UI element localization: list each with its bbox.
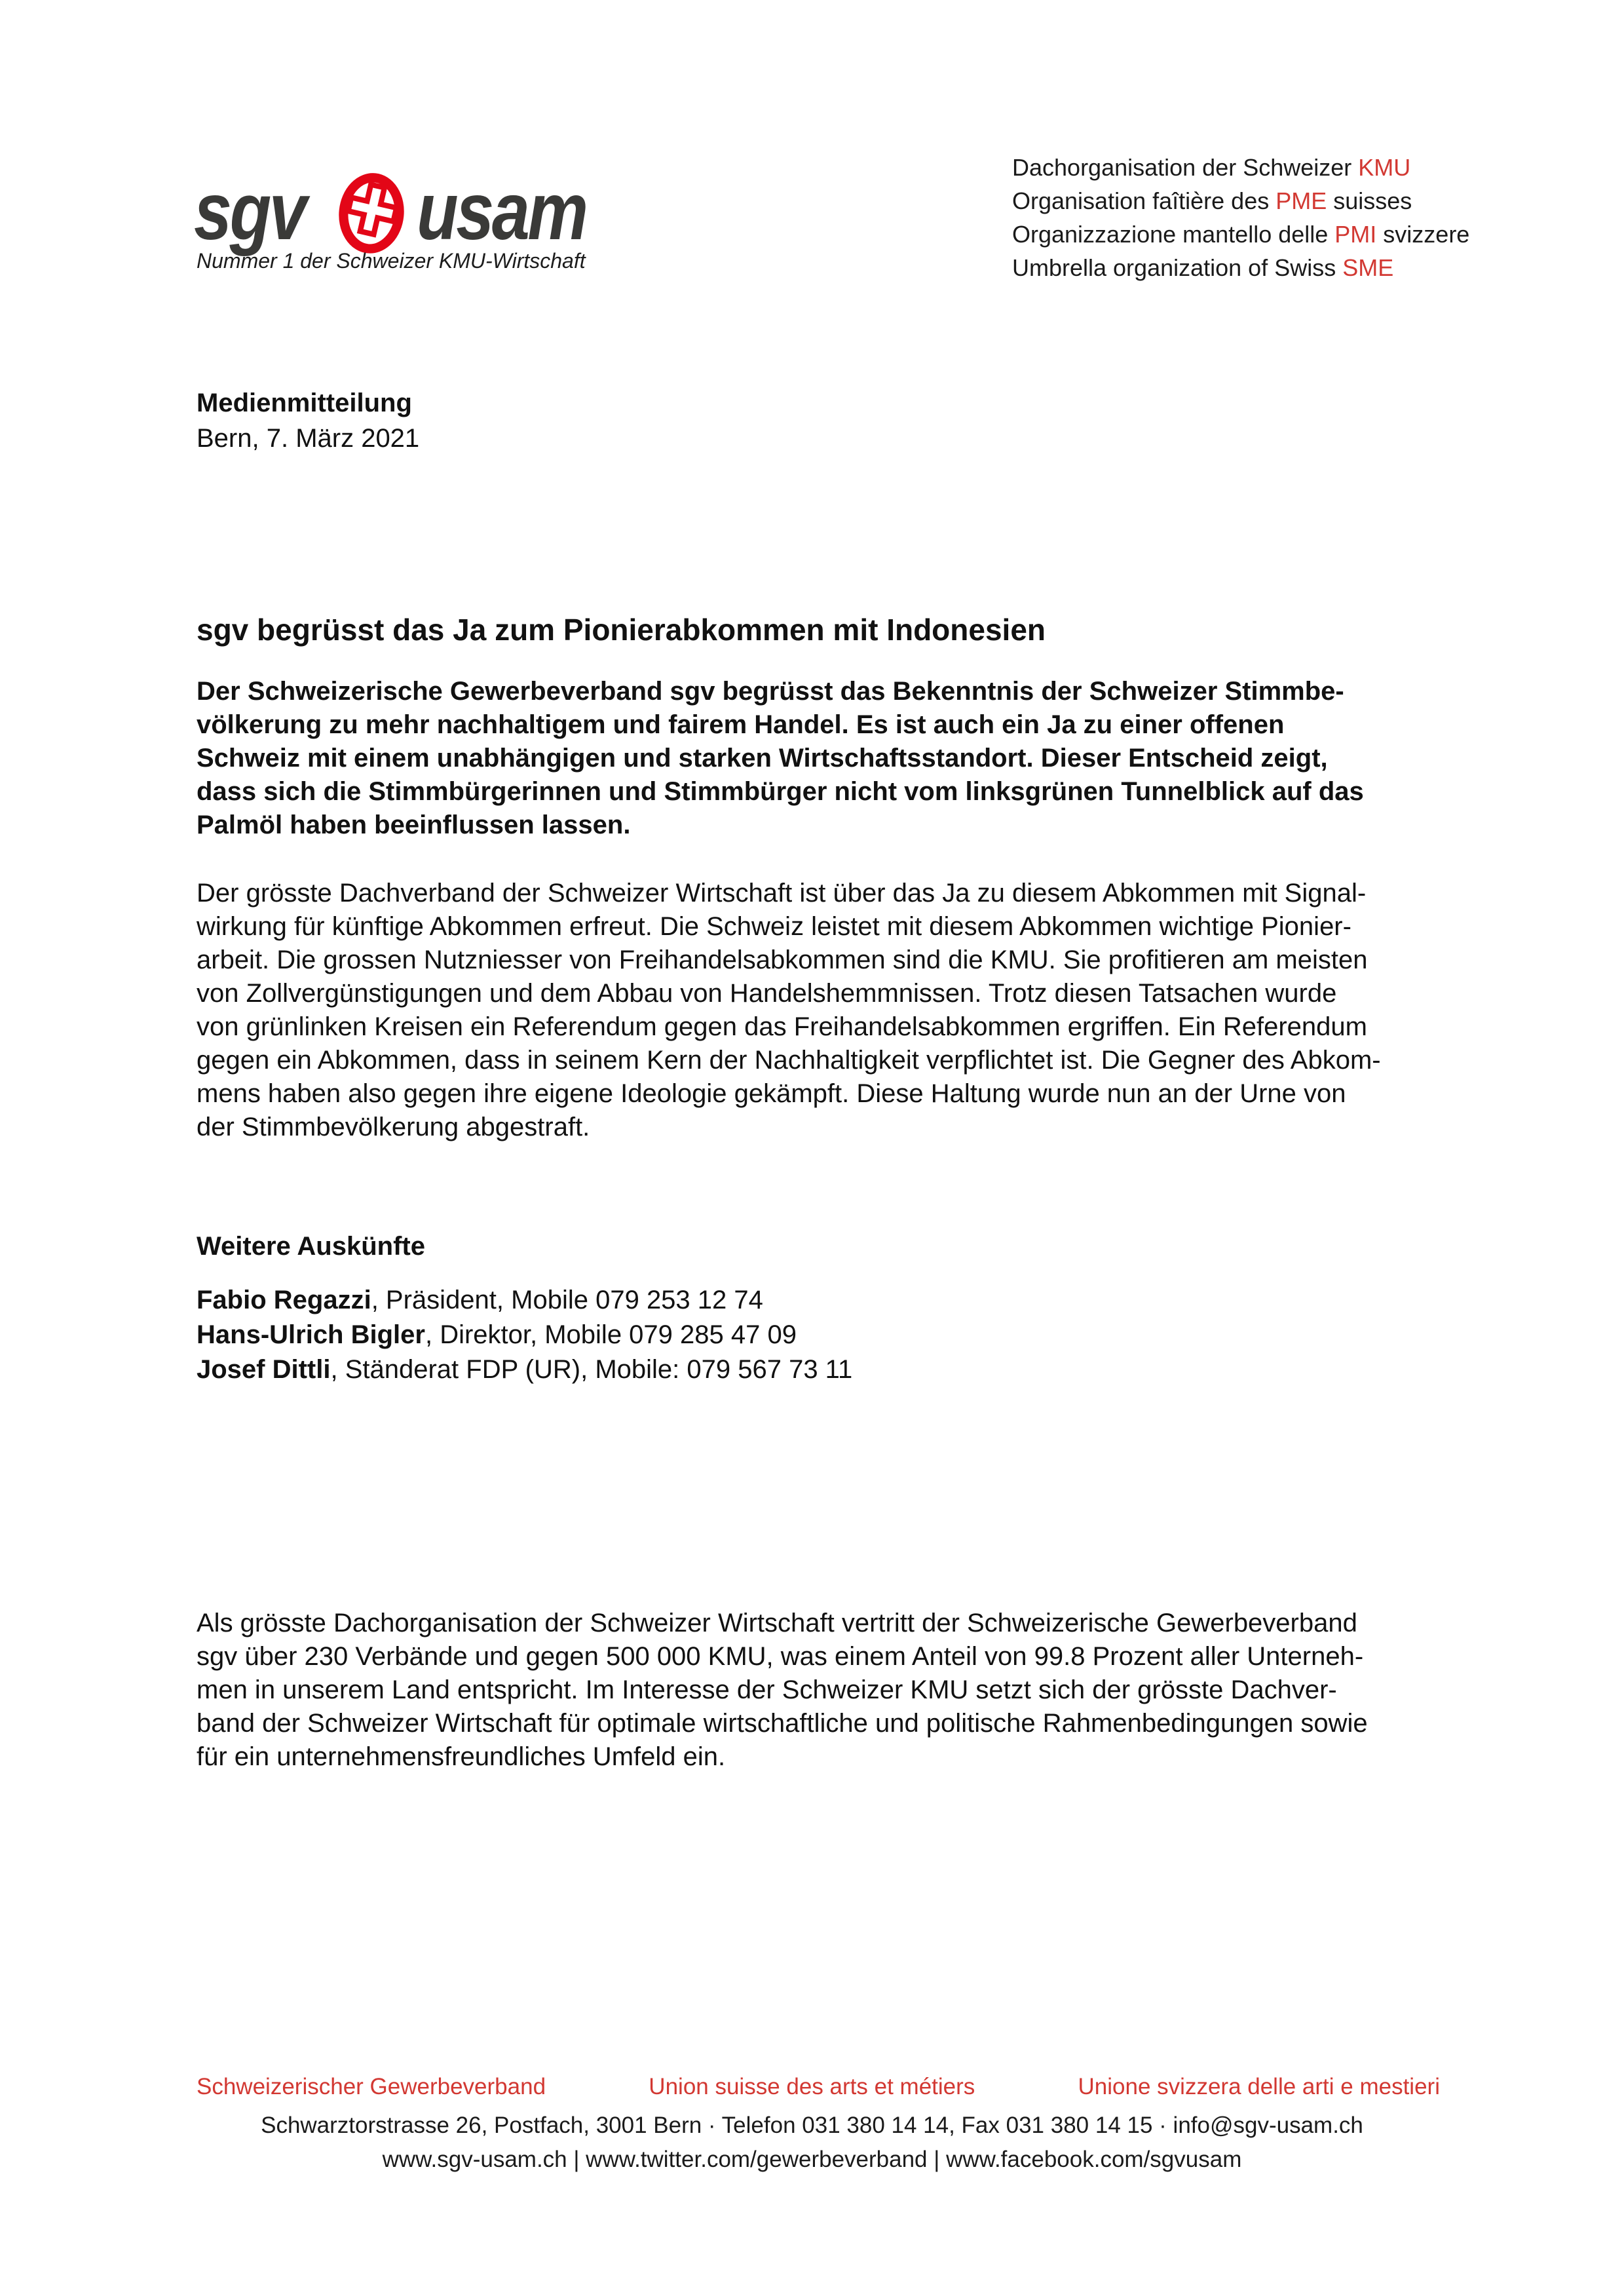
logo-tagline: Nummer 1 der Schweizer KMU-Wirtschaft xyxy=(197,249,586,273)
accent-kmu: KMU xyxy=(1358,154,1411,181)
logo-text-usam: usam xyxy=(416,166,586,257)
footer-address: Schwarztorstrasse 26, Postfach, 3001 Bern · Telefon 031 380 14 14, Fax 031 380 14 15 · info@sgv-usam.ch xyxy=(261,2113,1363,2138)
org-line-it: Organizzazione mantello delle PMI svizzere xyxy=(1012,221,1470,248)
dateline: Bern, 7. März 2021 xyxy=(197,424,420,453)
lead-paragraph: Der Schweizerische Gewerbeverband sgv begrüsst das Bekenntnis der Schweizer Stimmbe- völkerung zu mehr nachhaltigem und fairem Handel. Es ist auch ein Ja zu einer offenen Schweiz mit einem unabhängigen und starken Wirtschaftsstandort. Dieser Entscheid zeigt, dass sich die Stimmbürgerinnen und Stimmbürger nicht vom linksgrünen Tunnelblick auf das Palmöl haben beeinflussen lassen. xyxy=(197,677,1364,839)
accent-pme: PME xyxy=(1275,187,1327,214)
footer-org-fr: Union suisse des arts et métiers xyxy=(649,2074,975,2099)
logo-text-sgv: sgv xyxy=(194,166,305,257)
contact-row: Hans-Ulrich Bigler, Direktor, Mobile 079 285 47 09 xyxy=(197,1320,797,1349)
page-title: sgv begrüsst das Ja zum Pionierabkommen mit Indonesien xyxy=(197,613,1046,647)
accent-sme: SME xyxy=(1342,254,1394,281)
about-paragraph: Als grösste Dachorganisation der Schweizer Wirtschaft vertritt der Schweizerische Gewerbeverband sgv über 230 Verbände und gegen 500 000 KMU, was einem Anteil von 99.8 Prozent aller Unterneh- men in unserem Land entspricht. Im Interesse der Schweizer KMU setzt sich der grösste Dachver- band der Schweizer Wirtschaft für optimale wirtschaftliche und politische Rahmenbedingungen sowie für ein unternehmensfreundliches Umfeld ein. xyxy=(197,1609,1368,1771)
org-line-fr: Organisation faîtière des PME suisses xyxy=(1012,187,1412,214)
accent-pmi: PMI xyxy=(1334,221,1377,248)
contacts-list xyxy=(197,1283,852,1387)
org-line-de: Dachorganisation der Schweizer KMU xyxy=(1012,154,1411,181)
footer-org-de: Schweizerischer Gewerbeverband xyxy=(197,2074,546,2099)
contact-row: Fabio Regazzi, Präsident, Mobile 079 253 12 74 xyxy=(197,1286,763,1314)
footer-web-links: www.sgv-usam.ch | www.twitter.com/gewerbeverband | www.facebook.com/sgvusam xyxy=(382,2147,1242,2172)
sgv-usam-logo xyxy=(194,165,618,258)
contact-row: Josef Dittli, Ständerat FDP (UR), Mobile: 079 567 73 11 xyxy=(197,1355,853,1384)
document-meta xyxy=(197,385,419,456)
org-line-en: Umbrella organization of Swiss SME xyxy=(1012,254,1394,281)
body-paragraph: Der grösste Dachverband der Schweizer Wirtschaft ist über das Ja zu diesem Abkommen mit Signal- wirkung für künftige Abkommen erfreut. Die Schweiz leistet mit diesem Abkommen wichtige Pionier- arbeit. Die grossen Nutzniesser von Freihandelsabkommen sind die KMU. Sie profitieren am meisten von Zollvergünstigungen und dem Abbau von Handelshemmnissen. Trotz diesen Tatsachen wurde von grünlinken Kreisen ein Referendum gegen das Freihandelsabkommen ergriffen. Ein Referendum gegen ein Abkommen, dass in seinem Kern der Nachhaltigkeit verpflichtet ist. Die Gegner des Abkom- mens haben also gegen ihre eigene Ideologie gekämpft. Diese Haltung wurde nun an der Urne von der Stimmbevölkerung abgestraft. xyxy=(197,879,1381,1141)
footer-org-it: Unione svizzera delle arti e mestieri xyxy=(1078,2074,1440,2099)
contacts-heading: Weitere Auskünfte xyxy=(197,1232,425,1261)
swiss-cross-emblem-icon xyxy=(333,169,410,258)
org-description-block xyxy=(1012,151,1469,284)
document-type-label: Medienmitteilung xyxy=(197,389,412,417)
footer-org-names xyxy=(197,2074,1440,2100)
